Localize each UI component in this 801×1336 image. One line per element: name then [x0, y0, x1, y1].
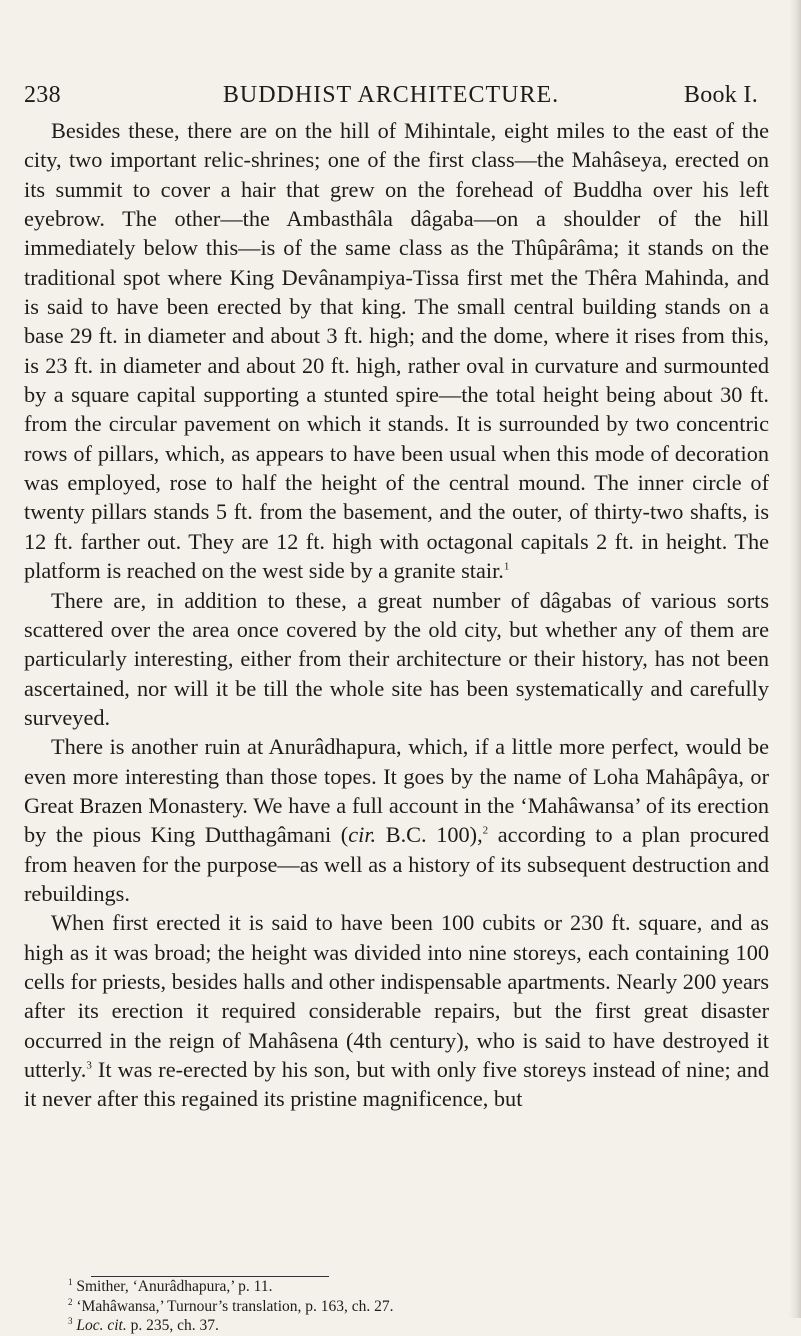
text-run: There is another ruin at Anurâdhapura, which, if a little more perfect, would be even more interesting than those topes. It goes by the name of Loha Mahâpâya, or Great Brazen Monastery. We have a full account in the ‘Mahâwansa’ of its erection by the pious King Dutthagâmani (: [24, 734, 769, 848]
paragraph: [24, 908, 769, 1113]
page-edge-shadow: [789, 0, 801, 1318]
running-header: [24, 82, 758, 118]
footnote: [68, 1297, 758, 1317]
body-text: [24, 116, 769, 1114]
footnotes: [68, 1277, 758, 1336]
page-number: 238: [24, 82, 61, 108]
text-run: p. 235, ch. 37.: [126, 1317, 219, 1334]
footnote-mark: 1: [68, 1276, 73, 1287]
footnote: [68, 1316, 758, 1336]
footnote-mark: 3: [68, 1315, 73, 1326]
italic-text: cir.: [348, 822, 377, 848]
italic-text: Loc. cit.: [76, 1317, 127, 1334]
paragraph: [24, 586, 769, 733]
footnote: [68, 1277, 758, 1297]
text-run: It was re-erected by his son, but with only five storeys instead of nine; and it never after this regained its pristine magnificence, but: [24, 1057, 769, 1112]
footnote-ref: 1: [503, 560, 510, 573]
text-run: Besides these, there are on the hill of Mihintale, eight miles to the east of the city, two important relic-shrines; one of the first class—the Mahâseya, erected on its summit to cover a hair that grew on the forehead of Buddha over his left eyebrow. The other—the Ambasthâla dâgaba—on a shoulder of the hill immediately below this—is of the same class as the Thûpârâma; it stands on the traditional spot where King Devânampiya-Tissa first met the Thêra Mahinda, and is said to have been erected by that king. The small central building stands on a base 29 ft. in diameter and about 3 ft. high; and the dome, where it rises from this, is 23 ft. in diameter and about 20 ft. high, rather oval in curvature and surmounted by a square capital supporting a stunted spire—the total height being about 30 ft. from the circular pavement on which it stands. It is surrounded by two concentric rows of pillars, which, as appears to have been usual when this mode of decoration was employed, rose to half the height of the central mound. The inner circle of twenty pillars stands 5 ft. from the basement, and the outer, of thirty-two shafts, is 12 ft. farther out. They are 12 ft. high with octagonal capitals 2 ft. in height. The platform is reached on the west side by a granite stair.: [24, 118, 769, 584]
footnote-ref: 3: [86, 1059, 92, 1072]
text-run: There are, in addition to these, a great number of dâgabas of various sorts scattered over the area once covered by the old city, but whether any of them are particularly interesting, either from their architecture or their history, has not been ascertained, nor will it be till the whole site has been systematically and carefully surveyed.: [24, 587, 769, 730]
paragraph: [24, 732, 769, 908]
footnote-ref: 2: [482, 824, 489, 837]
footnote-mark: 2: [68, 1296, 73, 1307]
text-run: according to a plan procured from heaven for the purpose—as well as a history of its subsequent destruction and rebuildings.: [24, 822, 769, 906]
text-run: When first erected it is said to have been 100 cubits or 230 ft. square, and as high as it was broad; the height was divided into nine storeys, each containing 100 cells for priests, besides halls and other indispensable apartments. Nearly 200 years after its erection it required considerable repairs, but the first great disaster occurred in the reign of Mahâsena (4th century), who is said to have destroyed it utterly.: [24, 910, 769, 1082]
text-run: Smither, ‘Anurâdhapura,’ p. 11.: [76, 1278, 273, 1295]
text-run: ‘Mahâwansa,’ Turnour’s translation, p. 163, ch. 27.: [76, 1297, 394, 1315]
text-run: B.C. 100),: [376, 822, 483, 848]
paragraph: [24, 116, 769, 586]
running-title: BUDDHIST ARCHITECTURE.: [222, 82, 560, 108]
book-label: Book I.: [683, 82, 758, 108]
